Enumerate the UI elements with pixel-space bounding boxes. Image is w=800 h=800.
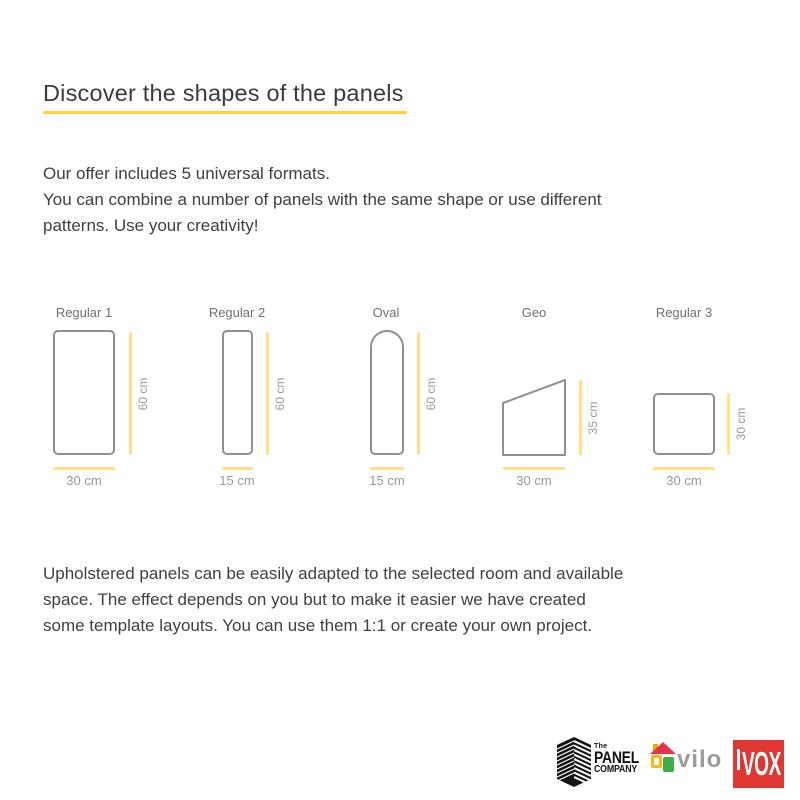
panel-height-label: 60 cm [273,377,287,411]
vox-wordmark: VOX [742,745,781,782]
outro-line-3: some template layouts. You can use them 1:1 or create your own project. [43,616,593,635]
title-underline-accent [43,111,407,114]
intro-paragraph [43,161,602,239]
panel-company-logo [557,735,645,788]
panel-shape-regular-3 [653,393,715,455]
panel-name-label: Geo [521,305,547,320]
height-dimension-line [727,393,730,455]
outro-line-1: Upholstered panels can be easily adapted to the selected room and available [43,564,624,583]
panel-width-label: 30 cm [66,473,102,488]
panel-name-label: Oval [372,305,400,320]
vilo-roof [650,742,676,754]
width-dimension-line [222,467,253,470]
intro-line-3: patterns. Use your creativity! [43,216,259,235]
vilo-logo [650,741,724,781]
width-dimension-line [653,467,715,470]
page-title: Discover the shapes of the panels [43,80,404,106]
height-dimension-line [266,332,269,455]
panel-shape-regular-1 [53,330,115,455]
height-dimension-line [129,332,132,455]
panel-name-label: Regular 2 [208,305,266,320]
panel-height-label: 35 cm [586,401,600,435]
panel-width-label: 30 cm [516,473,552,488]
panel-shape-geo [501,378,567,457]
panel-shape-regular-2 [222,330,253,455]
panel-shape-oval [370,330,404,455]
vox-stripe [737,749,740,770]
intro-line-2: You can combine a number of panels with the same shape or use different [43,190,602,209]
vilo-wordmark: vilo [677,746,723,773]
outro-line-2: space. The effect depends on you but to make it easier we have created [43,590,586,609]
vilo-green-wall [663,757,674,772]
panel-name-label: Regular 1 [55,305,113,320]
width-dimension-line [503,467,565,470]
width-dimension-line [53,467,115,470]
width-dimension-line [370,467,404,470]
panel-width-label: 15 cm [369,473,405,488]
outro-paragraph [43,561,623,639]
panel-company-stack-icon [557,735,591,787]
intro-line-1: Our offer includes 5 universal formats. [43,164,330,183]
panel-width-label: 15 cm [219,473,255,488]
panel-width-label: 30 cm [666,473,702,488]
panel-company-the: The [594,743,608,750]
panel-company-company: COMPANY [594,764,638,775]
panel-height-label: 60 cm [424,377,438,411]
vilo-house-icon [650,741,676,775]
panel-name-label: Regular 3 [655,305,713,320]
panel-height-label: 30 cm [734,407,748,441]
vilo-yellow-wall [651,755,662,768]
panel-company-wordmark [594,743,649,775]
height-dimension-line [579,380,582,455]
vox-logo [733,740,784,788]
panel-company-panel: PANEL [594,748,639,767]
height-dimension-line [417,332,420,455]
panel-height-label: 60 cm [136,377,150,411]
